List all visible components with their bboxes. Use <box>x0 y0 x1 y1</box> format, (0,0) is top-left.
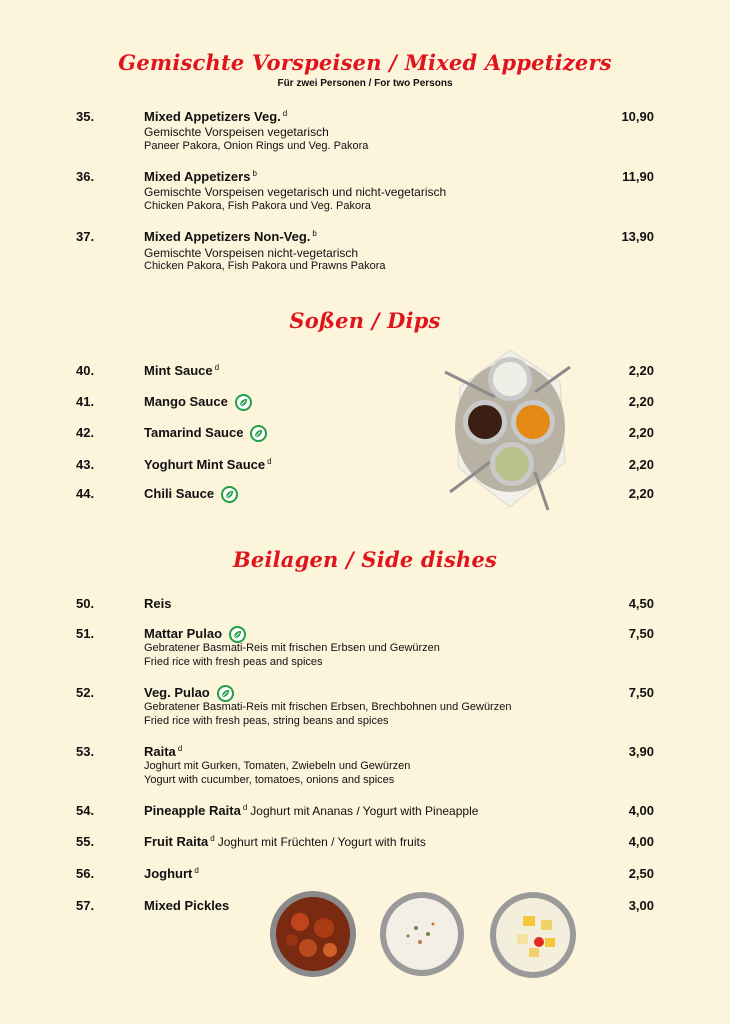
item-number: 41. <box>76 394 95 409</box>
item-name: Yoghurt Mint Sauce $^d$ <box>144 457 272 472</box>
item-number: 36. <box>76 169 95 184</box>
item-number: 52. <box>76 685 95 700</box>
item-name: Mixed Appetizers Non-Veg. $^b$ <box>144 229 317 244</box>
item-number: 57. <box>76 898 95 913</box>
item-price: 2,50 <box>628 866 654 881</box>
vegan-leaf-icon <box>221 486 238 503</box>
item-price: 2,20 <box>628 394 654 409</box>
item-price: 2,20 <box>628 425 654 440</box>
item-name: Mixed Appetizers $^b$ <box>144 169 257 184</box>
item-number: 43. <box>76 457 95 472</box>
item-price: 4,50 <box>628 596 654 611</box>
item-price: 10,90 <box>621 109 654 124</box>
item-name: Mixed Appetizers Veg. $^d$ <box>144 109 288 124</box>
item-description: Joghurt mit Früchten / Yogurt with fruits <box>217 835 426 849</box>
item-name: Reis <box>144 596 172 611</box>
section-title-dips: Soßen / Dips <box>289 308 441 333</box>
item-price: 2,20 <box>628 486 654 501</box>
item-number: 55. <box>76 834 95 849</box>
item-price: 7,50 <box>628 685 654 700</box>
item-description-en: Chicken Pakora, Fish Pakora und Prawns Pakora <box>144 260 386 272</box>
item-price: 3,90 <box>628 744 654 759</box>
item-number: 54. <box>76 803 95 818</box>
item-description: Joghurt mit Ananas / Yogurt with Pineapple <box>250 804 479 818</box>
item-description-de: Gemischte Vorspeisen vegetarisch und nicht-vegetarisch <box>144 185 447 199</box>
item-number: 37. <box>76 229 95 244</box>
item-price: 4,00 <box>628 803 654 818</box>
item-description-de: Gemischte Vorspeisen vegetarisch <box>144 125 329 139</box>
item-price: 11,90 <box>622 169 654 184</box>
item-description-de: Gebratener Basmati-Reis mit frischen Erbsen und Gewürzen <box>144 642 440 654</box>
item-number: 35. <box>76 109 95 124</box>
item-name: Raita $^d$ <box>144 744 183 759</box>
item-description-en: Fried rice with fresh peas, string beans and spices <box>144 715 389 727</box>
item-number: 44. <box>76 486 95 501</box>
vegan-leaf-icon <box>250 425 267 442</box>
item-name: Mattar Pulao <box>144 626 246 643</box>
raita-photo <box>378 890 466 978</box>
vegan-leaf-icon <box>217 685 234 702</box>
item-name: Mixed Pickles <box>144 898 230 913</box>
item-name: Pineapple Raita $^d$ Joghurt mit Ananas / Yogurt with Pineapple <box>144 803 479 818</box>
item-description-de: Gebratener Basmati-Reis mit frischen Erbsen, Brechbohnen und Gewürzen <box>144 701 512 713</box>
item-number: 53. <box>76 744 95 759</box>
item-number: 51. <box>76 626 95 641</box>
item-name: Chili Sauce <box>144 486 238 503</box>
pickles-photo <box>268 888 358 978</box>
item-description-de: Gemischte Vorspeisen nicht-vegetarisch <box>144 246 359 260</box>
vegan-leaf-icon <box>229 626 246 643</box>
item-description-en: Paneer Pakora, Onion Rings und Veg. Pakora <box>144 140 369 152</box>
item-name: Joghurt $^d$ <box>144 866 199 881</box>
fruit-raita-photo <box>487 890 579 980</box>
item-number: 50. <box>76 596 95 611</box>
item-number: 42. <box>76 425 95 440</box>
item-description-en: Chicken Pakora, Fish Pakora und Veg. Pakora <box>144 200 371 212</box>
item-name: Mango Sauce <box>144 394 252 411</box>
item-name: Fruit Raita $^d$ Joghurt mit Früchten / Yogurt with fruits <box>144 834 426 849</box>
item-number: 56. <box>76 866 95 881</box>
item-number: 40. <box>76 363 95 378</box>
item-description-en: Fried rice with fresh peas and spices <box>144 656 323 668</box>
item-price: 7,50 <box>628 626 654 641</box>
section-title-appetizers: Gemischte Vorspeisen / Mixed Appetizers <box>118 50 612 75</box>
section-title-sides: Beilagen / Side dishes <box>232 547 498 572</box>
item-description-en: Yogurt with cucumber, tomatoes, onions and spices <box>144 774 395 786</box>
item-price: 3,00 <box>628 898 654 913</box>
item-name: Mint Sauce $^d$ <box>144 363 220 378</box>
item-description-de: Joghurt mit Gurken, Tomaten, Zwiebeln und Gewürzen <box>144 760 411 772</box>
item-price: 13,90 <box>621 229 654 244</box>
item-price: 2,20 <box>628 457 654 472</box>
item-price: 2,20 <box>628 363 654 378</box>
section-subtitle-appetizers: Für zwei Personen / For two Persons <box>277 78 453 89</box>
sauces-photo <box>440 342 575 512</box>
item-name: Tamarind Sauce <box>144 425 267 442</box>
item-name: Veg. Pulao <box>144 685 234 702</box>
item-price: 4,00 <box>628 834 654 849</box>
vegan-leaf-icon <box>235 394 252 411</box>
